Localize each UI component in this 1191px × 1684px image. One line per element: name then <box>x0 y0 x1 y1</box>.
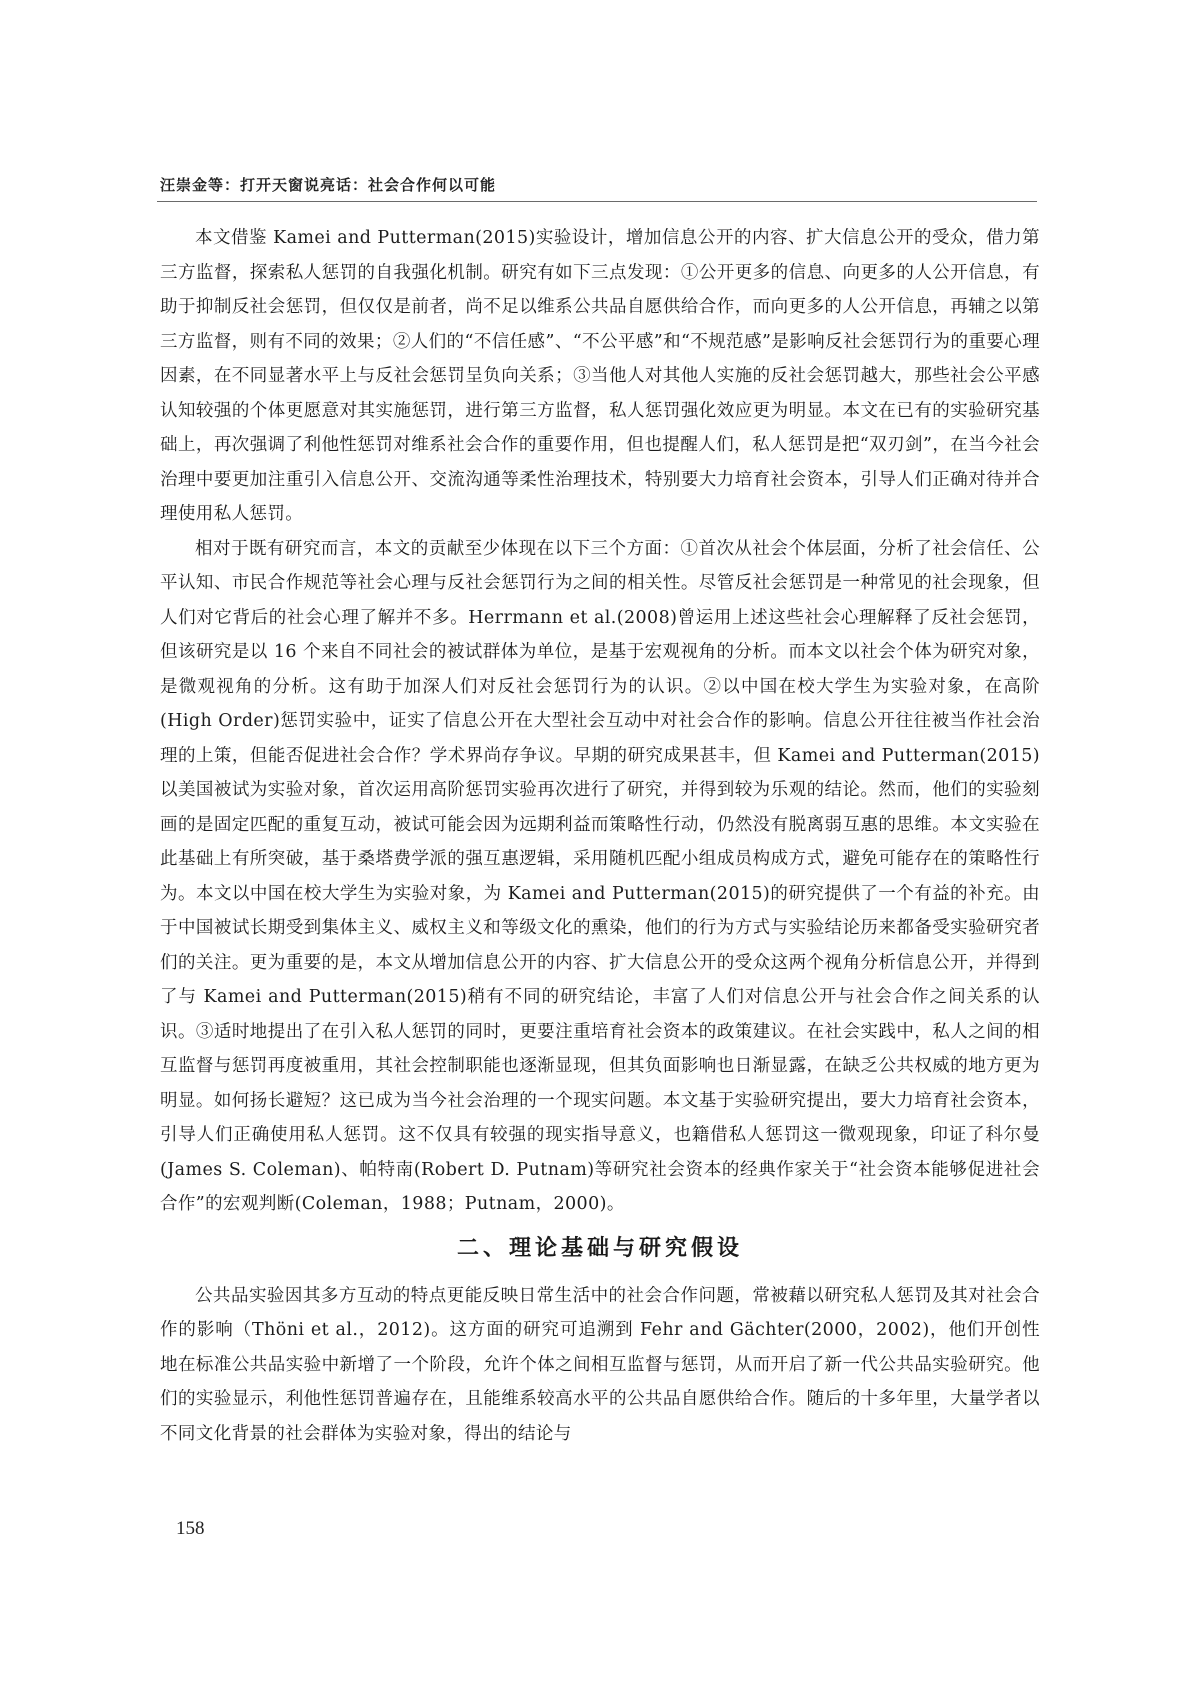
running-header: 汪崇金等：打开天窗说亮话：社会合作何以可能 <box>160 176 497 194</box>
paragraph-theory: 公共品实验因其多方互动的特点更能反映日常生活中的社会合作问题，常被藉以研究私人惩罚及其对社会合作的影响（Thöni et al.，2012)。这方面的研究可追溯到 Fehr and Gächter(2000，2002)，他们开创性地在标准公共品实验中新增了一个阶段，允许个体之间相互监督与惩罚，从而开启了新一代公共品实验研究。他们的实验显示，利他性惩罚普遍存在，且能维系较高水平的公共品自愿供给合作。随后的十多年里，大量学者以不同文化背景的社会群体为实验对象，得出的结论与 <box>160 1285 1040 1444</box>
header-rule <box>157 201 1037 202</box>
paragraph-contributions: 相对于既有研究而言，本文的贡献至少体现在以下三个方面：①首次从社会个体层面，分析了社会信任、公平认知、市民合作规范等社会心理与反社会惩罚行为之间的相关性。尽管反社会惩罚是一种常见的社会现象，但人们对它背后的社会心理了解并不多。Herrmann et al.(2008)曾运用上述这些社会心理解释了反社会惩罚，但该研究是以 16 个来自不同社会的被试群体为单位，是基于宏观视角的分析。而本文以社会个体为研究对象，是微观视角的分析。这有助于加深人们对反社会惩罚行为的认识。②以中国在校大学生为实验对象，在高阶(High Order)惩罚实验中，证实了信息公开在大型社会互动中对社会合作的影响。信息公开往往被当作社会治理的上策，但能否促进社会合作？学术界尚存争议。早期的研究成果甚丰，但 Kamei and Putterman(2015)以美国被试为实验对象，首次运用高阶惩罚实验再次进行了研究，并得到较为乐观的结论。然而，他们的实验刻画的是固定匹配的重复互动，被试可能会因为远期利益而策略性行动，仍然没有脱离弱互惠的思维。本文实验在此基础上有所突破，基于桑塔费学派的强互惠逻辑，采用随机匹配小组成员构成方式，避免可能存在的策略性行为。本文以中国在校大学生为实验对象，为 Kamei and Putterman(2015)的研究提供了一个有益的补充。由于中国被试长期受到集体主义、威权主义和等级文化的熏染，他们的行为方式与实验结论历来都备受实验研究者们的关注。更为重要的是，本文从增加信息公开的内容、扩大信息公开的受众这两个视角分析信息公开，并得到了与 Kamei and Putterman(2015)稍有不同的研究结论，丰富了人们对信息公开与社会合作之间关系的认识。③适时地提出了在引入私人惩罚的同时，更要注重培育社会资本的政策建议。在社会实践中，私人之间的相互监督与惩罚再度被重用，其社会控制职能也逐渐显现，但其负面影响也日渐显露，在缺乏公共权威的地方更为明显。如何扬长避短？这已成为当今社会治理的一个现实问题。本文基于实验研究提出，要大力培育社会资本，引导人们正确使用私人惩罚。这不仅具有较强的现实指导意义，也籍借私人惩罚这一微观现象，印证了科尔曼(James S. Coleman)、帕特南(Robert D. Putnam)等研究社会资本的经典作家关于“社会资本能够促进社会合作”的宏观判断(Coleman，1988；Putnam，2000)。 <box>160 538 1040 1214</box>
paragraph-findings: 本文借鉴 Kamei and Putterman(2015)实验设计，增加信息公开的内容、扩大信息公开的受众，借力第三方监督，探索私人惩罚的自我强化机制。研究有如下三点发现：①公开更多的信息、向更多的人公开信息，有助于抑制反社会惩罚，但仅仅是前者，尚不足以维系公共品自愿供给合作，而向更多的人公开信息，再辅之以第三方监督，则有不同的效果；②人们的“不信任感”、“不公平感”和“不规范感”是影响反社会惩罚行为的重要心理因素，在不同显著水平上与反社会惩罚呈负向关系；③当他人对其他人实施的反社会惩罚越大，那些社会公平感认知较强的个体更愿意对其实施惩罚，进行第三方监督，私人惩罚强化效应更为明显。本文在已有的实验研究基础上，再次强调了利他性惩罚对维系社会合作的重要作用，但也提醒人们，私人惩罚是把“双刃剑”，在当今社会治理中要更加注重引入信息公开、交流沟通等柔性治理技术，特别要大力培育社会资本，引导人们正确对待并合理使用私人惩罚。 <box>160 228 1040 524</box>
article-body <box>160 221 1040 1451</box>
page-number: 158 <box>176 1518 205 1539</box>
section-heading: 二、理论基础与研究假设 <box>456 1234 743 1261</box>
